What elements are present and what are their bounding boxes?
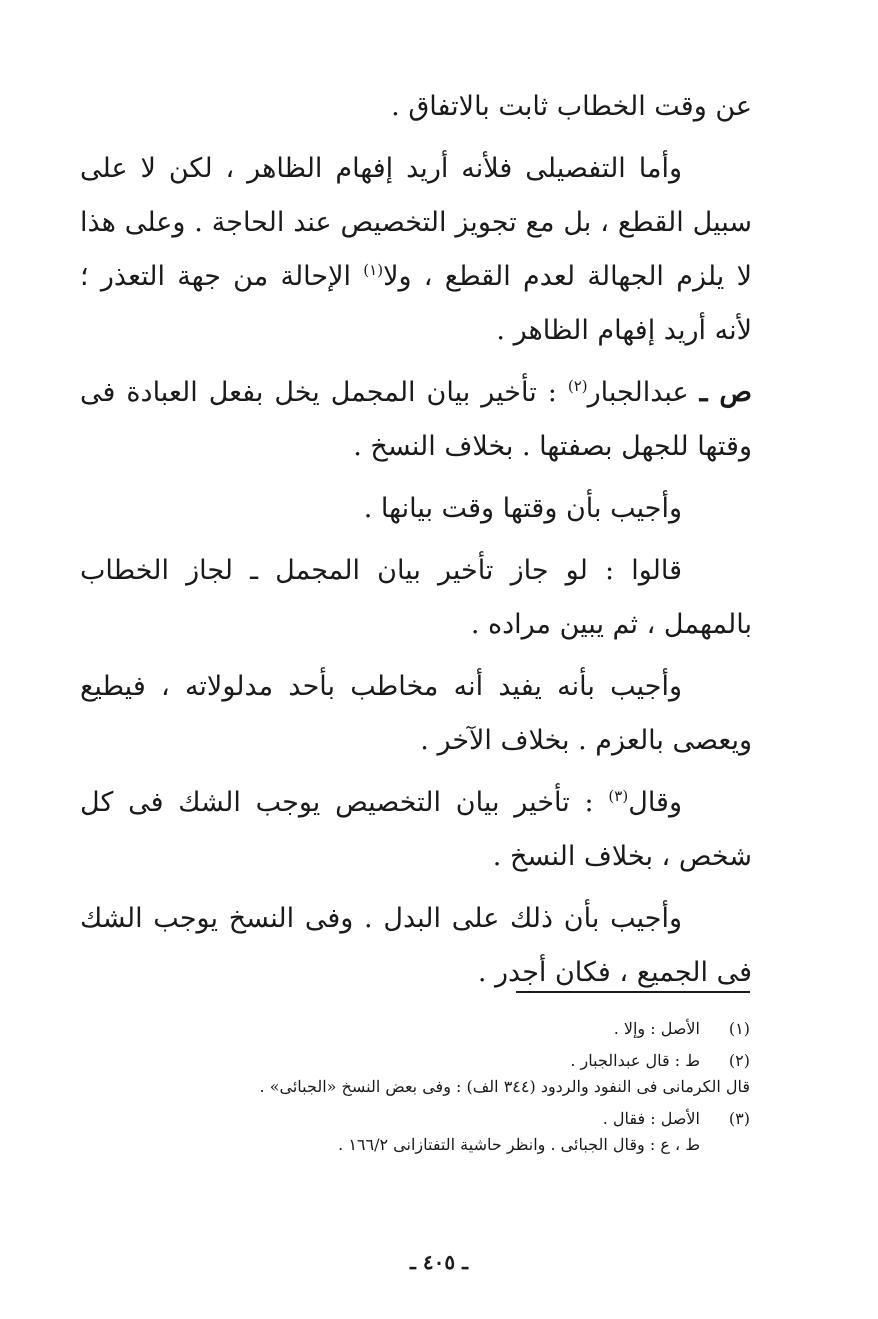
footnote-divider: [516, 991, 750, 993]
page-number: ـ ٤٠٥ ـ: [410, 1250, 468, 1274]
paragraph-8: وأجيب بأن ذلك على البدل . وفى النسخ يوجب الشك فى الجميع ، فكان أجدر .: [80, 903, 752, 988]
footnote-1: [80, 1016, 750, 1042]
paragraph-3: [80, 366, 752, 474]
paragraph-6: وأجيب بأنه يفيد أنه مخاطب بأحد مدلولاته ، فيطيع ويعصى بالعزم . بخلاف الآخر .: [80, 671, 752, 756]
paragraph-5: قالوا : لو جاز تأخير بيان المجمل ـ لجاز الخطاب بالمهمل ، ثم يبين مراده .: [80, 555, 752, 640]
footnote-ref-2: (٢): [567, 377, 588, 395]
main-text: [80, 80, 752, 1008]
paragraph-3-part-b: : تأخير بيان المجمل يخل بفعل العبادة فى وقتها للجهل بصفتها . بخلاف النسخ .: [80, 377, 752, 462]
footnote-number: (٣): [728, 1109, 750, 1128]
footnote-text: ط : قال عبدالجبار .: [570, 1051, 700, 1070]
paragraph-2-part-a: وأما التفصيلى فلأنه أريد إفهام الظاهر ، لكن لا على سبيل القطع ، بل مع تجويز التخصيص عند الحاجة . وعلى هذا لا يلزم الجهالة لعدم القطع ، ولا: [80, 153, 752, 292]
footnote-text: ط ، ع : وقال الجبائى . وانظر حاشية التفتازانى ١٦٦/٢ .: [338, 1135, 700, 1154]
footnote-number: (١): [728, 1019, 750, 1038]
text-marker: ص ـ: [699, 377, 752, 408]
paragraph-4: وأجيب بأن وقتها وقت بيانها .: [363, 493, 682, 524]
footnote-ref-3: (٣): [608, 787, 629, 805]
paragraph-2-part-b: الإحالة من جهة التعذر ؛ لأنه أريد إفهام الظاهر .: [80, 261, 752, 346]
paragraph-7-part-b: : تأخير بيان التخصيص يوجب الشك فى كل شخص ، بخلاف النسخ .: [80, 787, 752, 872]
paragraph-1: عن وقت الخطاب ثابت بالاتفاق .: [391, 91, 752, 122]
footnotes: [80, 1016, 750, 1164]
paragraph-7-part-a: وقال: [628, 787, 682, 818]
footnote-3: [80, 1106, 750, 1158]
paragraph-7: [80, 776, 752, 884]
footnote-2: [80, 1048, 750, 1100]
footnote-text: الأصل : فقال .: [602, 1109, 700, 1128]
paragraph-2: [80, 142, 752, 358]
footnote-number: (٢): [728, 1051, 750, 1070]
footnote-ref-1: (١): [363, 261, 384, 279]
footnote-text: قال الكرمانى فى النفود والردود (٣٤٤ الف) : وفى بعض النسخ «الجبائى» .: [259, 1077, 750, 1096]
paragraph-3-part-a: عبدالجبار: [587, 377, 700, 408]
footnote-text: الأصل : وإلا .: [613, 1019, 700, 1038]
